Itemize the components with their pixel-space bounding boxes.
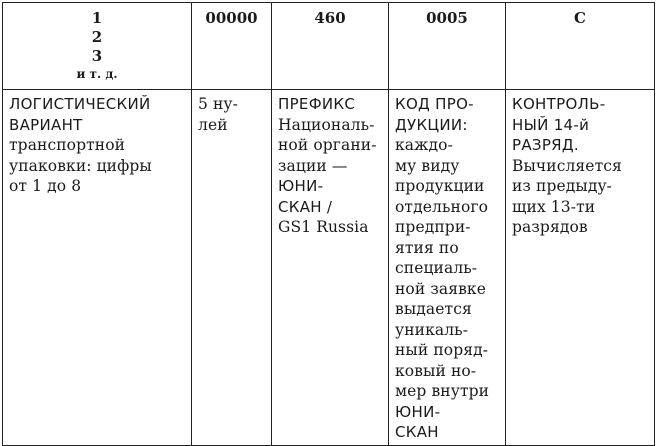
cell-line: ПРЕФИКС	[278, 95, 356, 113]
cell-line: из предыду-	[512, 177, 613, 195]
cell-line: му виду	[395, 156, 460, 175]
cell-line: зации —	[278, 156, 348, 175]
header-digit-2: 2	[91, 28, 103, 46]
cell-line: ДУКЦИИ:	[395, 115, 468, 134]
cell-line: ЛОГИСТИЧЕСКИЙ	[9, 95, 151, 113]
cell-line: РАЗРЯД.	[512, 136, 579, 154]
cell-line: каждо-	[395, 136, 453, 154]
body-cell-product-code	[389, 90, 506, 446]
cell-line: ЮНИ-	[278, 177, 324, 195]
cell-line: ной заявке	[395, 279, 486, 298]
body-cell-check-digit	[506, 90, 655, 446]
cell-line: СКАН /	[278, 197, 333, 216]
cell-line: специаль-	[395, 259, 478, 277]
table-body-row	[3, 90, 655, 446]
header-cell-check-digit: C	[506, 3, 655, 90]
cell-line: GS1 Russia	[278, 218, 369, 236]
cell-line: ный поряд-	[395, 341, 489, 359]
cell-line: щих 13-ти	[512, 197, 596, 216]
cell-line: ятия по	[395, 238, 459, 257]
cell-line: от 1 до 8	[9, 177, 82, 195]
cell-line: лей	[198, 115, 228, 134]
cell-line: разрядов	[512, 218, 588, 236]
header-cell-zeros: 00000	[192, 3, 272, 90]
cell-line: ЮНИ-	[395, 402, 441, 421]
cell-line: отдельного	[395, 197, 489, 216]
body-cell-logistic	[3, 90, 192, 446]
body-cell-zeros	[192, 90, 272, 446]
header-etc: и т. д.	[76, 67, 118, 81]
table-header-row	[3, 3, 655, 90]
cell-line: Националь-	[278, 115, 375, 134]
cell-line: ковый но-	[395, 361, 477, 380]
cell-line: КОД ПРО-	[395, 95, 474, 113]
cell-line: продукции	[395, 177, 485, 195]
header-digit-3: 3	[91, 47, 103, 65]
cell-line: КОНТРОЛЬ-	[512, 95, 606, 113]
header-cell-logistic	[3, 3, 192, 90]
cell-line: упаковки: цифры	[9, 156, 152, 175]
header-cell-prefix: 460	[272, 3, 389, 90]
cell-line: ной органи-	[278, 136, 377, 154]
header-digit-1: 1	[91, 9, 103, 27]
cell-line: предпри-	[395, 218, 471, 236]
body-cell-prefix	[272, 90, 389, 446]
cell-line: ВАРИАНТ	[9, 115, 83, 134]
cell-line: Вычисляется	[512, 156, 622, 175]
cell-line: СКАН	[395, 423, 439, 441]
cell-line: выдается	[395, 300, 472, 318]
header-cell-product-code: 0005	[389, 3, 506, 90]
cell-line: транспортной	[9, 136, 126, 154]
cell-line: уникаль-	[395, 320, 469, 339]
cell-line: 5 ну-	[198, 95, 238, 113]
cell-line: НЫЙ 14-й	[512, 115, 590, 134]
gtin-structure-table	[2, 2, 655, 446]
cell-line: мер внутри	[395, 382, 490, 400]
